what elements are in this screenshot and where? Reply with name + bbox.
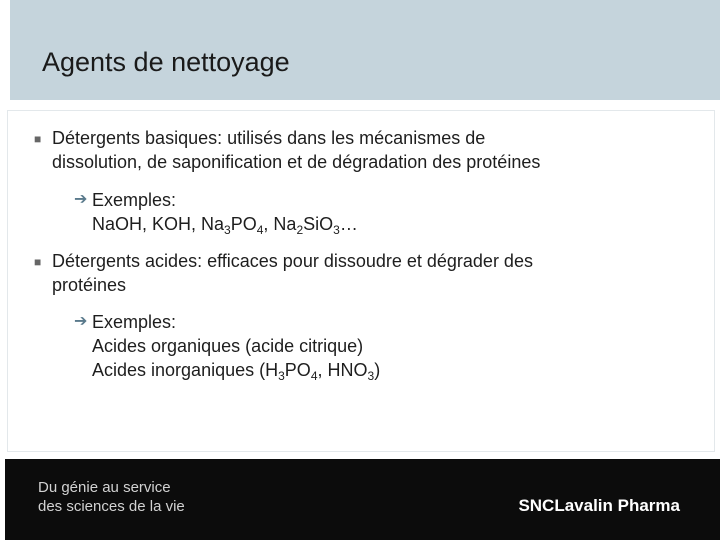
example-line: Acides organiques (acide citrique)	[92, 336, 364, 356]
formula-text: SiO	[303, 214, 334, 234]
bullet-text-line: Détergents basiques: utilisés dans les mécanismes de	[52, 128, 486, 148]
square-bullet-icon: ■	[34, 255, 42, 269]
formula-text: PO	[230, 214, 257, 234]
bullet-text-line: Détergents acides: efficaces pour dissoudre et dégrader des	[52, 251, 533, 271]
tagline-line: des sciences de la vie	[38, 498, 185, 515]
slide-footer	[5, 459, 720, 540]
slide-title: Agents de nettoyage	[42, 47, 290, 77]
subscript: 3	[367, 369, 375, 383]
sub-bullet-examples-acid	[74, 310, 672, 383]
tagline-line: Du génie au service	[38, 479, 171, 496]
brand-logo-text: SNCLavalin Pharma	[518, 496, 680, 515]
bullet-acid-detergents	[34, 249, 692, 297]
sub-bullet-label: Exemples:	[92, 312, 177, 332]
right-arrow-icon: ➔	[74, 191, 88, 208]
subscript: 4	[256, 223, 264, 237]
subscript: 3	[278, 369, 285, 383]
formula-line	[92, 212, 672, 236]
formula-text: Acides inorganiques (H	[92, 360, 279, 380]
subscript: 3	[333, 223, 340, 237]
square-bullet-icon: ■	[34, 132, 42, 146]
bullet-text-line: dissolution, de saponification et de dégradation des protéines	[52, 152, 541, 172]
bullet-basic-detergents	[34, 126, 692, 174]
formula-text: , HNO	[317, 360, 368, 380]
subscript: 2	[296, 223, 304, 237]
footer-tagline	[38, 478, 185, 516]
slide-header	[10, 0, 720, 100]
formula-text: , Na	[263, 214, 297, 234]
sub-bullet-examples-basic	[74, 188, 672, 237]
bullet-text-line: protéines	[52, 275, 127, 295]
subscript: 4	[310, 369, 318, 383]
subscript: 3	[224, 223, 231, 237]
sub-bullet-label: Exemples:	[92, 190, 177, 210]
formula-text: PO	[284, 360, 311, 380]
right-arrow-icon: ➔	[74, 313, 88, 330]
formula-text: …	[339, 214, 358, 234]
formula-text: NaOH, KOH, Na	[92, 214, 225, 234]
formula-text: )	[374, 360, 381, 380]
formula-line	[92, 358, 672, 382]
